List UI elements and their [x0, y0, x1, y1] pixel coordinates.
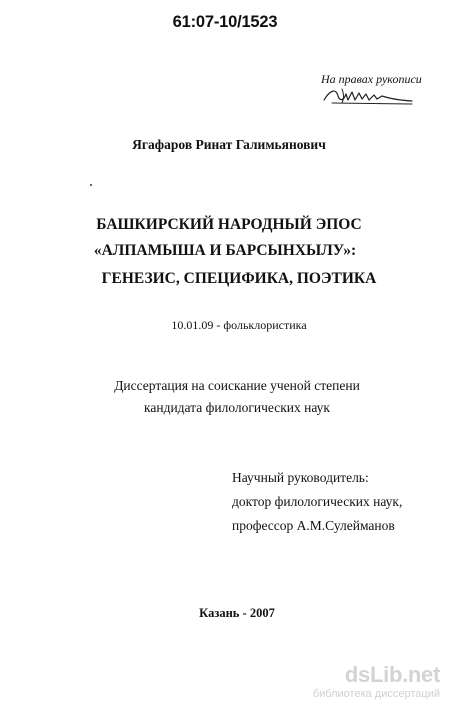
title-line-3: ГЕНЕЗИС, СПЕЦИФИКА, ПОЭТИКА: [101, 270, 377, 287]
supervisor-name: профессор А.М.Сулейманов: [232, 518, 395, 533]
dissertation-line-2: кандидата филологических наук: [144, 400, 330, 415]
scan-speck: [90, 184, 92, 186]
title-line-2: «АЛПАМЫША И БАРСЫНХЫЛУ»:: [93, 242, 357, 259]
watermark-tagline: библиотека диссертаций: [312, 688, 440, 700]
supervisor-degree: доктор филологических наук,: [232, 494, 403, 509]
watermark: [308, 662, 440, 702]
archive-code: 61:07-10/1523: [172, 13, 278, 31]
rights-note: На правах рукописи: [321, 72, 422, 86]
title-line-1: БАШКИРСКИЙ НАРОДНЫЙ ЭПОС: [96, 216, 362, 233]
watermark-logo-text: dsLib.net: [344, 662, 440, 687]
dissertation-line-1: Диссертация на соискание ученой степени: [114, 378, 360, 393]
city-year: Казань - 2007: [199, 606, 275, 620]
specialty-code: 10.01.09 - фольклористика: [171, 318, 307, 332]
author-name: Ягафаров Ринат Галимьянович: [132, 137, 326, 152]
supervisor-heading: Научный руководитель:: [232, 470, 369, 485]
signature: [322, 86, 414, 106]
